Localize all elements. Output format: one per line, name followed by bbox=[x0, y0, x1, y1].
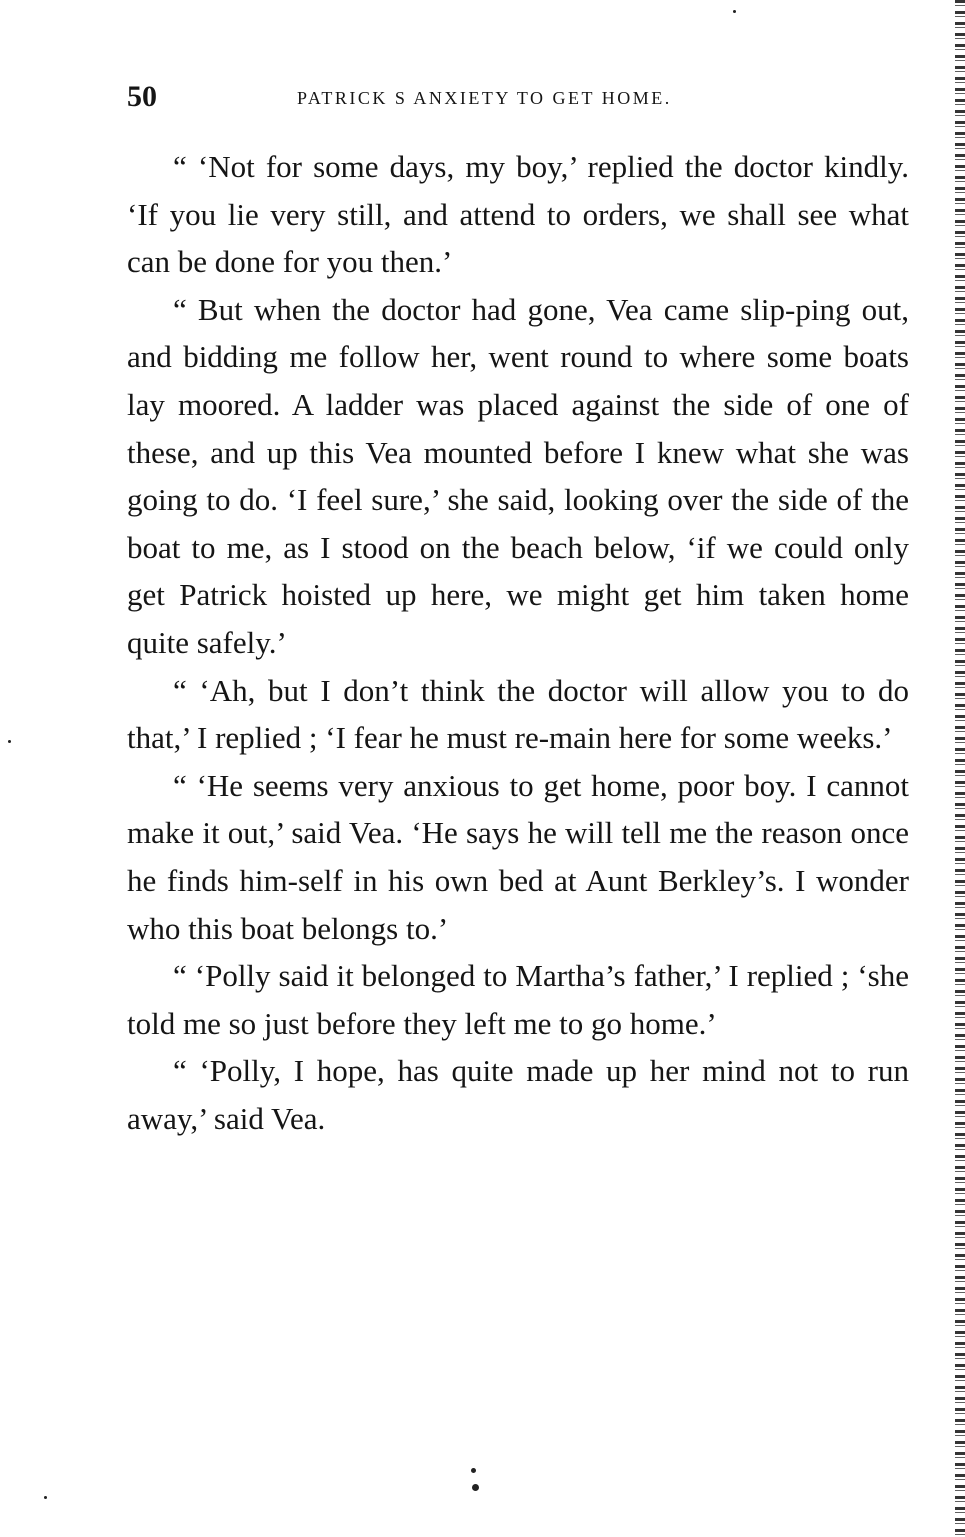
paragraph: “ ‘Ah, but I don’t think the doctor will allow you to do that,’ I replied ; ‘I fear he must re-main here for some weeks.’ bbox=[127, 672, 909, 756]
scan-speck bbox=[44, 1496, 47, 1499]
paragraph: “ ‘Not for some days, my boy,’ replied the doctor kindly. ‘If you lie very still, and attend to orders, we shall see what can be done for you then.’ bbox=[127, 149, 909, 280]
paragraph: “ ‘He seems very anxious to get home, poor boy. I cannot make it out,’ said Vea. ‘He says he will tell me the reason once he finds him-self in his own bed at Aunt Berkley’s. I wonder who this boat belongs to.’ bbox=[127, 767, 909, 946]
scan-speck bbox=[733, 10, 736, 13]
scan-speck bbox=[471, 1468, 476, 1473]
scan-speck bbox=[8, 740, 11, 743]
page-number: 50 bbox=[127, 80, 157, 113]
running-head: PATRICK S ANXIETY TO GET HOME. bbox=[297, 88, 672, 108]
scan-edge-artifact bbox=[955, 0, 965, 1537]
paragraph: “ But when the doctor had gone, Vea came slip-ping out, and bidding me follow her, went round to where some boats lay moored. A ladder was placed against the side of one of these, and up this Vea mounted before I knew what she was going to do. ‘I feel sure,’ she said, looking over the side of the boat to me, as I stood on the beach below, ‘if we could only get Patrick hoisted up here, we might get him taken home quite safely.’ bbox=[127, 291, 909, 660]
paragraph: “ ‘Polly, I hope, has quite made up her mind not to run away,’ said Vea. bbox=[127, 1053, 909, 1136]
scan-speck bbox=[472, 1484, 479, 1491]
paragraph: “ ‘Polly said it belonged to Martha’s father,’ I replied ; ‘she told me so just before they left me to go home.’ bbox=[127, 958, 909, 1041]
page-header bbox=[127, 80, 907, 114]
body-text bbox=[127, 143, 909, 1142]
